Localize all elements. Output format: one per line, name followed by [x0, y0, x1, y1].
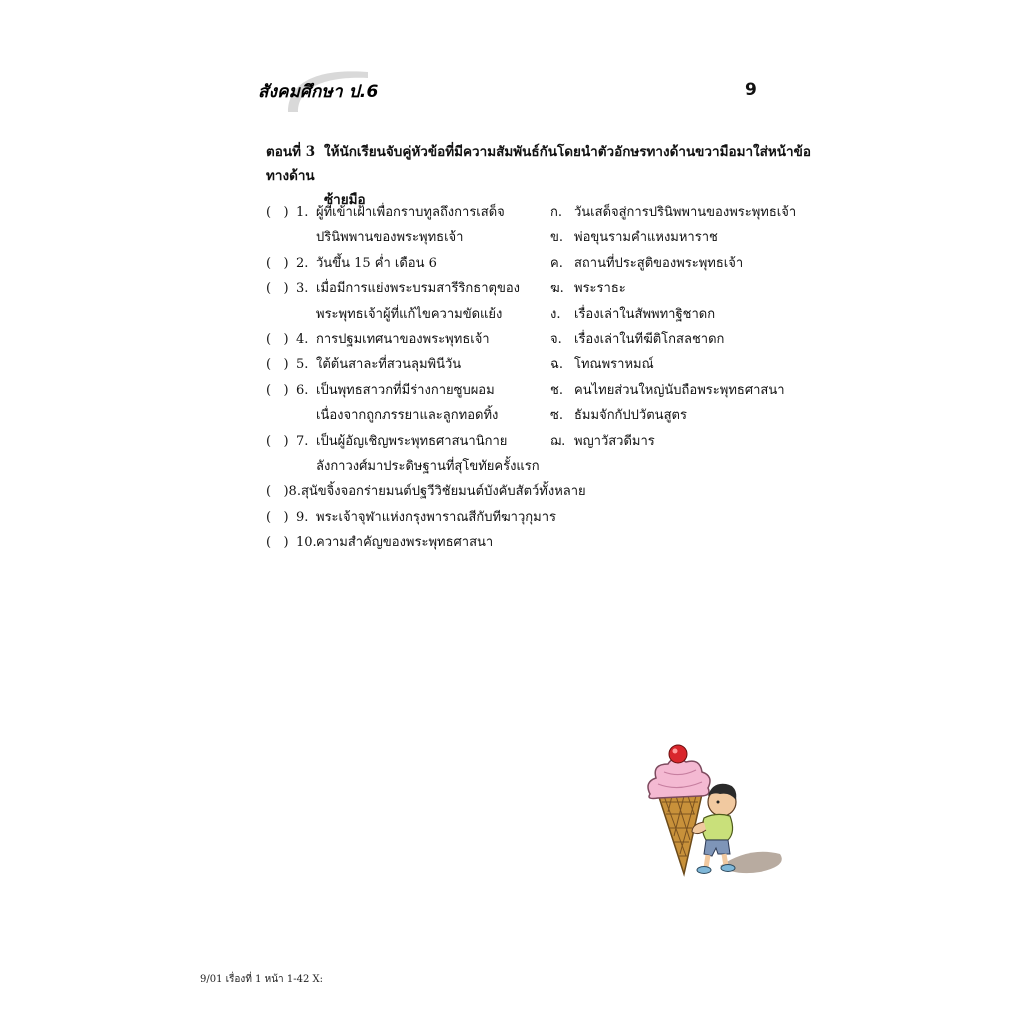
answer-blank[interactable]: ( ): [266, 281, 289, 297]
question-number: 1.: [296, 205, 309, 220]
question-text-line: พระพุทธเจ้าผู้ที่แก้ไขความขัดแย้ง: [316, 306, 503, 322]
question-item: [266, 505, 566, 530]
question-item: [266, 479, 586, 504]
section-label: ตอนที่ 3: [266, 144, 316, 160]
answer-blank[interactable]: ( ): [266, 535, 289, 551]
choice-item: [550, 276, 810, 301]
choice-item: [550, 225, 810, 250]
page-number: 9: [745, 80, 757, 100]
choice-item: [550, 429, 810, 454]
question-text: [301, 479, 586, 504]
answer-blank[interactable]: ( ): [266, 509, 289, 525]
choice-text: เรื่องเล่าในทีฆีติโกสลชาดก: [574, 331, 725, 347]
choice-item: [550, 403, 810, 428]
instructions-line-2: ซ้ายมือ: [324, 192, 366, 208]
answer-blank[interactable]: ( ): [266, 255, 289, 271]
choice-text: สถานที่ประสูติของพระพุทธเจ้า: [574, 255, 744, 271]
question-text-line: ลังกาวงศ์มาประดิษฐานที่สุโขทัยครั้งแรก: [316, 458, 540, 474]
question-number: 4.: [296, 331, 309, 347]
footer-text: 9/01 เรื่องที่ 1 หน้า 1-42 X:: [200, 974, 323, 985]
question-text-line: ความสำคัญของพระพุทธศาสนา: [316, 535, 494, 551]
question-number: 2.: [296, 255, 309, 271]
choice-item: [550, 302, 810, 327]
question-item: [266, 429, 566, 480]
question-text: [316, 352, 461, 377]
answer-blank[interactable]: ( ): [266, 382, 289, 398]
choice-item: [550, 327, 810, 352]
question-item: [266, 251, 566, 276]
question-text-line: สุนัขจิ้งจอกร่ายมนต์ปฐวีวิชัยมนต์บังคับสัตว์ทั้งหลาย: [300, 484, 586, 500]
choice-text: ธัมมจักกัปปวัตนสูตร: [574, 408, 687, 424]
choice-text: พ่อขุนรามคำแหงมหาราช: [574, 230, 718, 246]
choice-letter: ข.: [550, 230, 564, 246]
question-text-line: เนื่องจากถูกภรรยาและลูกทอดทิ้ง: [316, 408, 499, 424]
question-number: 7.: [296, 433, 309, 449]
choice-text: เรื่องเล่าในสัพพทาฐิชาดก: [574, 306, 716, 322]
child-with-ice-cream-cone-icon: [640, 736, 790, 886]
choice-letter: ฆ.: [550, 281, 564, 297]
question-text: [316, 378, 498, 429]
question-number: 10.: [296, 535, 317, 551]
question-text: [316, 200, 505, 251]
choice-item: [550, 200, 810, 225]
choice-letter: ฉ.: [550, 357, 563, 373]
choice-letter: จ.: [550, 331, 562, 347]
question-text-line: วันขึ้น 15 ค่ำ เดือน 6: [316, 255, 437, 271]
question-item: [266, 200, 566, 251]
question-number: 8.: [288, 484, 301, 500]
question-item: [266, 378, 566, 429]
choice-letter: ฌ.: [550, 433, 566, 449]
question-text: [316, 530, 493, 555]
questions-list: [266, 200, 586, 556]
question-number: 9.: [296, 509, 309, 525]
question-item: [266, 530, 566, 555]
question-item: [266, 327, 566, 352]
choice-text: พระราธะ: [574, 281, 626, 297]
choice-letter: ช.: [550, 382, 563, 398]
question-text: [316, 505, 556, 530]
question-text-line: พระเจ้าจุฬาแห่งกรุงพาราณสีกับทีฆาวุกุมาร: [316, 509, 557, 525]
choice-letter: ซ.: [550, 408, 563, 424]
choice-letter: ค.: [550, 255, 563, 271]
question-text-line: ผู้ที่เข้าเฝ้าเพื่อกราบทูลถึงการเสด็จ: [316, 205, 505, 220]
answer-blank[interactable]: ( ): [266, 433, 289, 449]
header-title: สังคมศึกษา ป.6: [258, 82, 379, 102]
question-text: [316, 429, 540, 480]
choice-item: [550, 378, 810, 403]
choice-letter: ง.: [550, 306, 561, 322]
question-text-line: ใต้ต้นสาละที่สวนลุมพินีวัน: [316, 357, 462, 373]
question-text-line: เป็นผู้อัญเชิญพระพุทธศาสนานิกาย: [316, 433, 508, 449]
question-number: 3.: [296, 281, 309, 297]
answer-blank[interactable]: ( ): [266, 205, 289, 220]
question-text: [316, 327, 490, 352]
question-text-line: ปรินิพพานของพระพุทธเจ้า: [316, 230, 464, 246]
question-text: [316, 251, 437, 276]
choice-text: พญาวัสวดีมาร: [574, 433, 655, 449]
question-text-line: การปฐมเทศนาของพระพุทธเจ้า: [316, 331, 490, 347]
answer-blank[interactable]: ( ): [266, 331, 289, 347]
question-text-line: เมื่อมีการแย่งพระบรมสารีริกธาตุของ: [316, 281, 521, 297]
choice-item: [550, 251, 810, 276]
choices-list: [550, 200, 810, 454]
question-item: [266, 276, 566, 327]
question-number: 6.: [296, 382, 309, 398]
choice-text: วันเสด็จสู่การปรินิพพานของพระพุทธเจ้า: [574, 205, 797, 220]
question-number: 5.: [296, 357, 309, 373]
choice-item: [550, 352, 810, 377]
instructions-line-1: ให้นักเรียนจับคู่หัวข้อที่มีความสัมพันธ์กันโดยนำตัวอักษรทางด้านขวามือมาใส่หน้าข้อทางด้าน: [266, 144, 811, 184]
answer-blank[interactable]: ( ): [266, 484, 289, 500]
choice-letter: ก.: [550, 205, 563, 220]
question-text-line: เป็นพุทธสาวกที่มีร่างกายซูบผอม: [316, 382, 495, 398]
answer-blank[interactable]: ( ): [266, 357, 289, 373]
question-text: [316, 276, 520, 327]
question-item: [266, 352, 566, 377]
choice-text: โทณพราหมณ์: [574, 357, 654, 373]
choice-text: คนไทยส่วนใหญ่นับถือพระพุทธศาสนา: [574, 382, 785, 398]
